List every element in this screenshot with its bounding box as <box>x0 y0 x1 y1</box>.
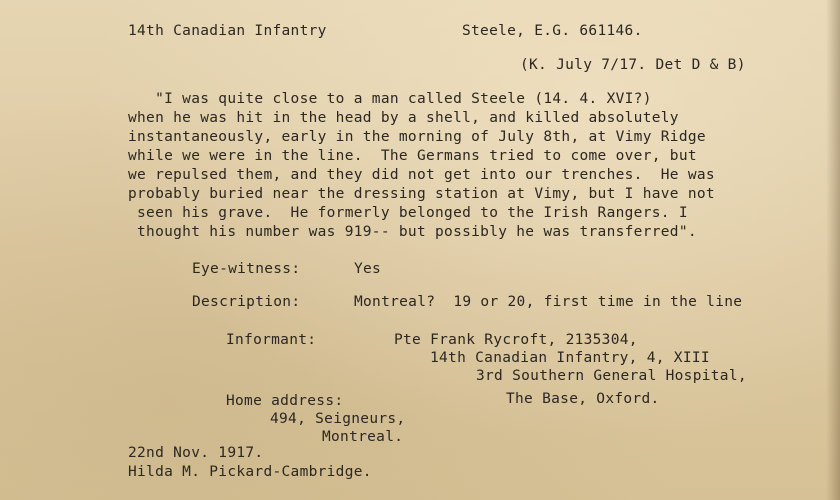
statement-line: while we were in the line. The Germans tried to come over, but <box>128 148 697 164</box>
informant-line: The Base, Oxford. <box>506 391 660 407</box>
statement-line: instantaneously, early in the morning of July 8th, at Vimy Ridge <box>128 129 706 145</box>
unit-heading: 14th Canadian Infantry <box>128 23 327 39</box>
home-address-line: 494, Seigneurs, <box>270 411 406 427</box>
soldier-name-number: Steele, E.G. 661146. <box>462 23 643 39</box>
statement-line: seen his grave. He formerly belonged to the Irish Rangers. I <box>128 205 688 221</box>
statement-line: "I was quite close to a man called Steele (14. 4. XVI?) <box>128 91 652 107</box>
witness-statement <box>128 90 828 242</box>
statement-line: probably buried near the dressing station at Vimy, but I have not <box>128 186 715 202</box>
signatory: Hilda M. Pickard-Cambridge. <box>128 464 372 480</box>
statement-line: thought his number was 919-- but possibly he was transferred". <box>128 224 697 240</box>
home-address-label: Home address: <box>226 393 344 409</box>
statement-line: when he was hit in the head by a shell, and killed absolutely <box>128 110 679 126</box>
informant-label: Informant: <box>226 332 317 348</box>
description-value: Montreal? 19 or 20, first time in the line <box>354 294 743 310</box>
informant-line: Pte Frank Rycroft, 2135304, <box>394 332 638 348</box>
casualty-status: (K. July 7/17. Det D & B) <box>520 57 746 73</box>
informant-line: 14th Canadian Infantry, 4, XIII <box>430 350 710 366</box>
report-date: 22nd Nov. 1917. <box>128 445 264 461</box>
statement-line: we repulsed them, and they did not get into our trenches. He was <box>128 167 715 183</box>
eye-witness-label: Eye-witness: <box>192 261 301 277</box>
description-label: Description: <box>192 294 301 310</box>
home-address-line: Montreal. <box>322 429 404 445</box>
informant-line: 3rd Southern General Hospital, <box>476 368 747 384</box>
eye-witness-value: Yes <box>354 261 382 277</box>
